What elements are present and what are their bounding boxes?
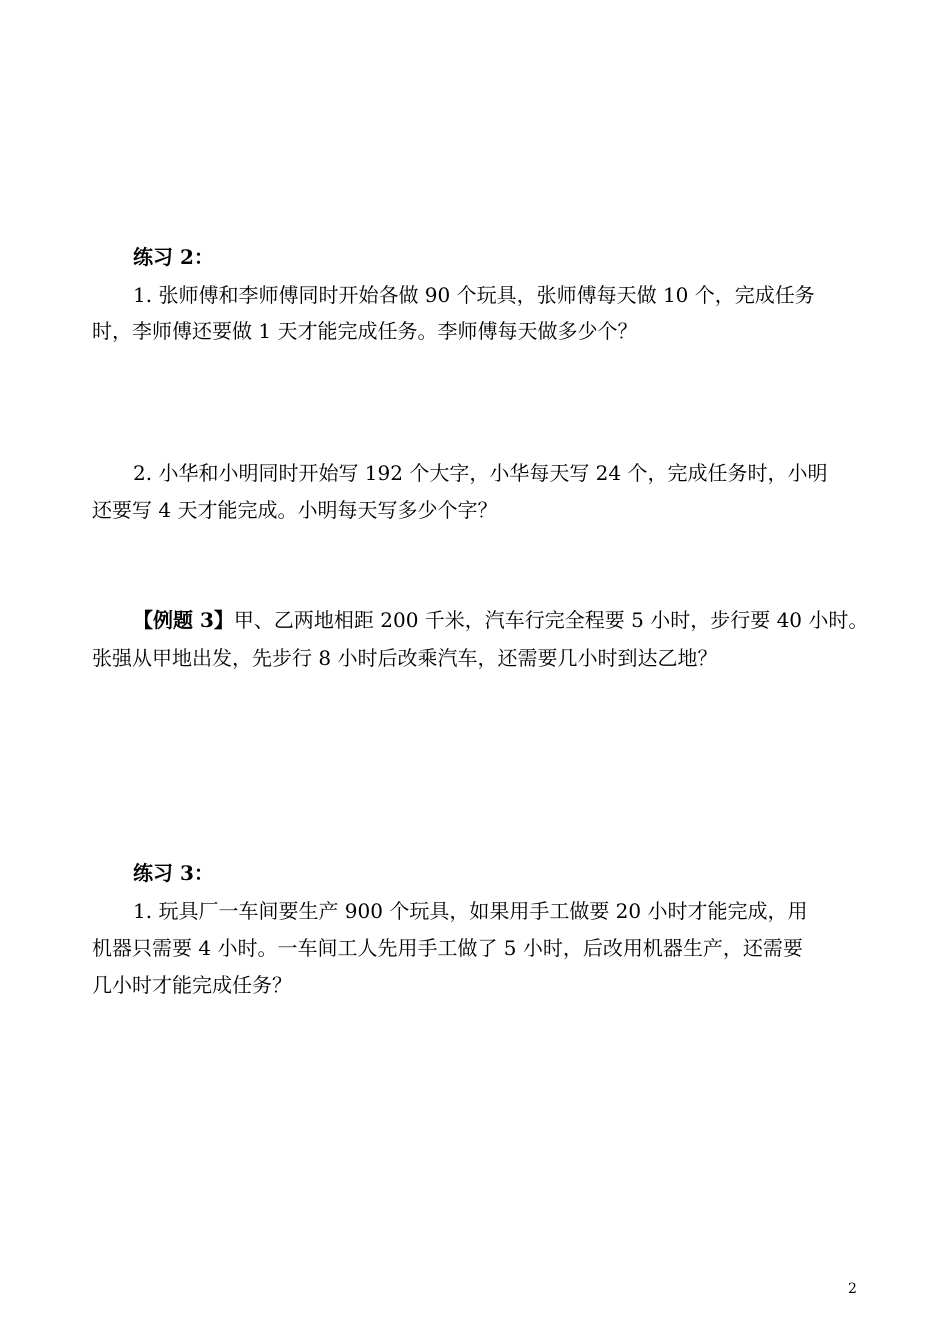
practice-3-heading: 练习 3： (133, 861, 214, 885)
practice-2-heading: 练习 2： (133, 245, 214, 269)
page-number: 2 (848, 1281, 857, 1297)
practice-3-problem-1-line-2: 机器只需要 4 小时。一车间工人先用手工做了 5 小时，后改用机器生产，还需要 (92, 936, 803, 960)
practice-3-problem-1-line-1: 1. 玩具厂一车间要生产 900 个玩具，如果用手工做要 20 小时才能完成，用 (133, 899, 808, 923)
example-3-label: 【例题 3】 (133, 608, 234, 632)
practice-2-problem-2-line-1: 2. 小华和小明同时开始写 192 个大字，小华每天写 24 个，完成任务时，小明 (133, 461, 828, 485)
practice-2-problem-1-line-2: 时，李师傅还要做 1 天才能完成任务。李师傅每天做多少个？ (92, 319, 638, 343)
practice-2-problem-1-line-1: 1. 张师傅和李师傅同时开始各做 90 个玩具，张师傅每天做 10 个，完成任务 (133, 283, 815, 307)
example-3-text: 甲、乙两地相距 200 千米，汽车行完全程要 5 小时，步行要 40 小时。 (233, 608, 869, 632)
example-3-line-2: 张强从甲地出发，先步行 8 小时后改乘汽车，还需要几小时到达乙地？ (92, 646, 718, 670)
practice-3-problem-1-line-3: 几小时才能完成任务？ (92, 973, 292, 997)
example-3-line-1 (133, 605, 869, 635)
practice-2-problem-2-line-2: 还要写 4 天才能完成。小明每天写多少个字？ (92, 498, 498, 522)
